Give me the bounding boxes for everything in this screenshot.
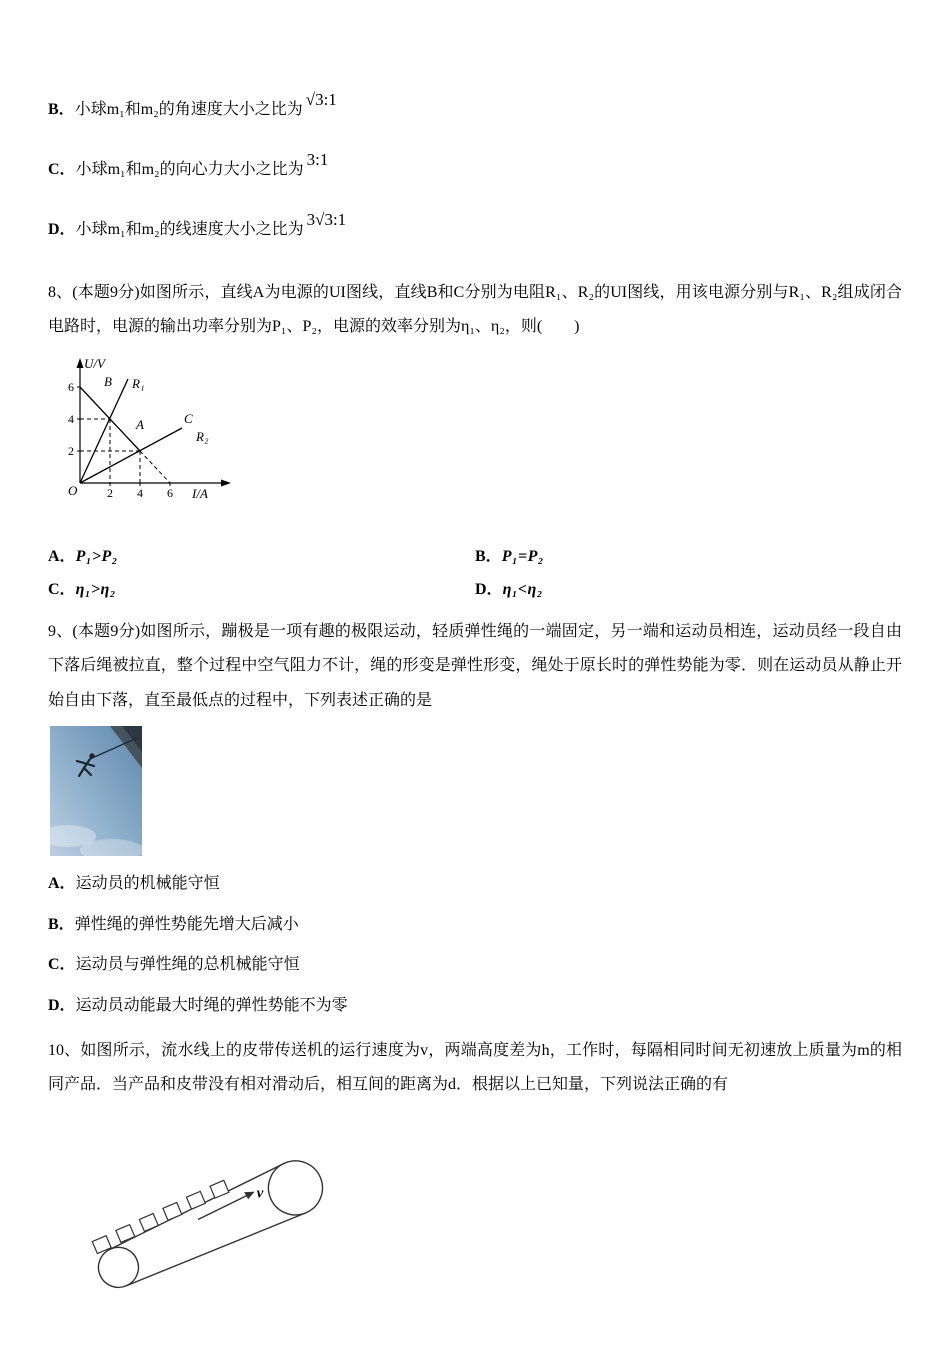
top-options bbox=[48, 90, 902, 242]
velocity-label: v bbox=[256, 1185, 264, 1202]
option-formula: η₁>η₂ bbox=[75, 581, 116, 599]
option-c bbox=[48, 952, 902, 978]
ratio-expression: √3:1 bbox=[305, 90, 337, 109]
source-line-a-dashed bbox=[140, 451, 170, 483]
right-roller bbox=[260, 1153, 331, 1224]
option-c bbox=[48, 577, 475, 603]
option-text: 小球m₁和m₂的线速度大小之比为 bbox=[75, 221, 304, 238]
option-formula: η₁<η₂ bbox=[502, 581, 543, 599]
y-tick-4: 4 bbox=[68, 411, 74, 426]
line-a-label: A bbox=[136, 416, 144, 432]
question-9-options bbox=[48, 871, 902, 1018]
ui-graph bbox=[50, 353, 290, 523]
option-row-d bbox=[48, 210, 902, 242]
y-axis-arrow bbox=[77, 358, 84, 368]
question-number: 10、 bbox=[48, 1041, 81, 1059]
question-body: (本题9分)如图所示，直线A为电源的UI图线，直线B和C分别为电阻R₁、R₂的UI图线，用该电源分别与R₁、R₂组成闭合电路时，电源的输出功率分别为P₁、P₂，电源的效率分别为η₁、η₂，则( ) bbox=[48, 284, 902, 336]
x-tick-6: 6 bbox=[167, 485, 173, 500]
option-label: D． bbox=[48, 996, 76, 1014]
question-body: 如图所示，流水线上的皮带传送机的运行速度为v，两端高度差为h，工作时，每隔相同时间无初速放上质量为m的相同产品．当产品和皮带没有相对滑动后，相互间的距离为d．根据以上已知量，下列说法正确的有 bbox=[48, 1041, 902, 1093]
line-c-label: C bbox=[184, 410, 193, 426]
option-label: B． bbox=[475, 547, 502, 565]
option-text: 小球m₁和m₂的向心力大小之比为 bbox=[75, 161, 304, 178]
x-tick-4: 4 bbox=[137, 485, 143, 500]
option-label: D． bbox=[48, 221, 76, 238]
question-8-text bbox=[48, 276, 902, 345]
option-label: C． bbox=[48, 161, 76, 178]
option-label: C． bbox=[48, 581, 76, 599]
question-10 bbox=[48, 1034, 902, 1321]
option-b bbox=[475, 544, 902, 570]
question-number: 9、 bbox=[48, 622, 73, 640]
bungee-photo-figure bbox=[50, 726, 142, 856]
question-9-text bbox=[48, 615, 902, 718]
x-tick-2: 2 bbox=[107, 485, 113, 500]
option-d bbox=[475, 577, 902, 603]
ratio-expression: 3:1 bbox=[306, 150, 329, 169]
question-number: 8、 bbox=[48, 284, 73, 301]
x-axis-arrow bbox=[221, 479, 231, 486]
question-8-options bbox=[48, 544, 902, 603]
option-label: C． bbox=[48, 956, 76, 974]
conveyor-belt-drawing bbox=[50, 1110, 380, 1315]
bungee-jumper-photo bbox=[50, 726, 142, 856]
option-label: B． bbox=[48, 915, 75, 933]
jumper-head bbox=[89, 753, 94, 758]
option-formula: P₁>P₂ bbox=[75, 547, 118, 565]
option-label: D． bbox=[475, 581, 503, 599]
r1-label: R₁ bbox=[132, 375, 145, 391]
conveyor-figure bbox=[50, 1110, 902, 1320]
option-text: 弹性绳的弹性势能先增大后减小 bbox=[74, 915, 299, 933]
option-text: 运动员的机械能守恒 bbox=[75, 875, 220, 893]
option-a bbox=[48, 544, 475, 570]
option-label: B． bbox=[48, 101, 75, 118]
r2-label: R₂ bbox=[196, 428, 209, 444]
option-a bbox=[48, 871, 902, 897]
line-b-label: B bbox=[104, 373, 112, 389]
y-axis-label: U/V bbox=[84, 355, 105, 371]
question-8 bbox=[48, 276, 902, 603]
ratio-expression: 3√3:1 bbox=[306, 210, 347, 229]
option-row-b bbox=[48, 90, 902, 122]
question-body: (本题9分)如图所示，蹦极是一项有趣的极限运动，轻质弹性绳的一端固定，另一端和运动员相连，运动员经一段自由下落后绳被拉直，整个过程中空气阻力不计，绳的形变是弹性形变，绳处于原长时的弹性势能为零．则在运动员从静止开始自由下落，直至最低点的过程中，下列表述正确的是 bbox=[48, 622, 902, 709]
option-d bbox=[48, 993, 902, 1019]
option-text: 运动员与弹性绳的总机械能守恒 bbox=[75, 956, 300, 974]
question-9 bbox=[48, 615, 902, 1019]
resistor-line-c bbox=[80, 428, 182, 483]
option-text: 运动员动能最大时绳的弹性势能不为零 bbox=[75, 996, 348, 1014]
option-b bbox=[48, 912, 902, 938]
origin-label: O bbox=[68, 482, 78, 498]
option-text: 小球m₁和m₂的角速度大小之比为 bbox=[74, 101, 303, 118]
y-tick-6: 6 bbox=[68, 379, 74, 394]
y-tick-2: 2 bbox=[68, 443, 74, 458]
option-formula: P₁=P₂ bbox=[501, 547, 545, 565]
velocity-arrow bbox=[197, 1196, 249, 1220]
option-label: A． bbox=[48, 875, 76, 893]
ui-graph-figure bbox=[50, 353, 902, 528]
option-row-c bbox=[48, 150, 902, 182]
question-10-text bbox=[48, 1034, 902, 1103]
x-axis-label: I/A bbox=[192, 485, 208, 501]
velocity-arrowhead bbox=[244, 1189, 256, 1200]
products-on-belt bbox=[90, 1181, 231, 1254]
option-label: A． bbox=[48, 547, 76, 565]
